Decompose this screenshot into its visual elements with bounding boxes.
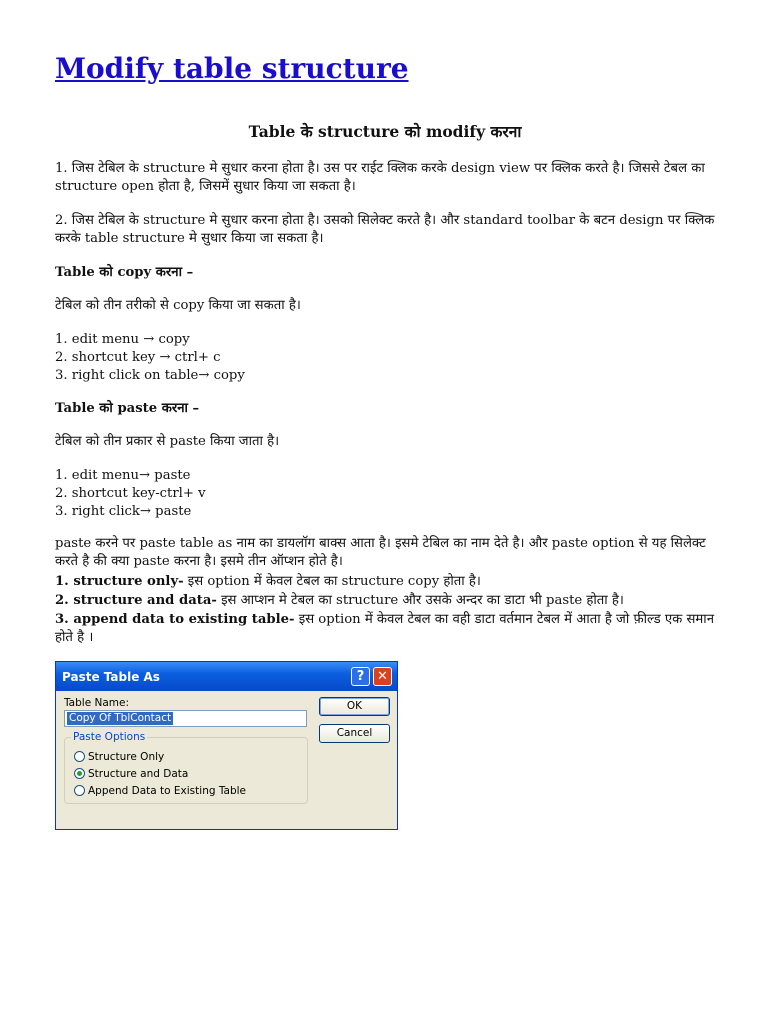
paste-methods-list (55, 467, 206, 521)
paste-intro: टेबिल को तीन प्रकार से paste किया जाता है। (55, 434, 280, 449)
radio-label: Append Data to Existing Table (88, 785, 246, 797)
option-1-label: 1. structure only- (55, 574, 184, 589)
radio-button[interactable] (74, 751, 85, 762)
paste-paragraph: paste करने पर paste table as नाम का डायलॉग बाक्स आता है। इसमे टेबिल का नाम देते है। और paste option से यह सिलेक्ट करते है की क्या paste करना है। इसमे तीन ऑप्शन होते है। (55, 536, 706, 569)
list-item: 2. shortcut key → ctrl+ c (55, 350, 221, 365)
radio-label: Structure and Data (88, 768, 189, 780)
section-subtitle: Table के structure को modify करना (248, 122, 522, 141)
option-1-text: इस option में केवल टेबल का structure copy होता है। (183, 574, 481, 589)
option-2 (55, 592, 715, 610)
radio-label: Structure Only (88, 751, 165, 763)
dialog-titlebar[interactable] (56, 662, 397, 691)
page-title[interactable]: Modify table structure (55, 52, 409, 85)
option-append-data[interactable] (74, 785, 246, 797)
copy-methods-list (55, 331, 245, 385)
list-item: 1. edit menu→ paste (55, 468, 191, 483)
list-item: 3. right click on table→ copy (55, 368, 245, 383)
option-2-label: 2. structure and data- (55, 593, 217, 608)
close-icon[interactable]: ✕ (373, 667, 392, 686)
paste-options-group (64, 731, 308, 804)
list-item: 2. shortcut key-ctrl+ v (55, 486, 206, 501)
option-3-text: इस option में केवल टेबल का वही डाटा वर्तमान टेबल में आता है जो फ़ील्ड एक समान होते है । (55, 612, 715, 645)
copy-heading: Table को copy करना – (55, 265, 194, 280)
option-1 (55, 573, 715, 591)
radio-button-selected[interactable] (74, 768, 85, 779)
copy-intro: टेबिल को तीन तरीको से copy किया जा सकता है। (55, 298, 301, 313)
list-item: 1. edit menu → copy (55, 332, 190, 347)
option-structure-only[interactable] (74, 751, 164, 763)
option-2-text: इस आप्शन मे टेबल का structure और उसके अन्दर का डाटा भी paste होता है। (216, 593, 624, 608)
ok-button[interactable]: OK (319, 697, 390, 716)
table-name-value: Copy Of TblContact (69, 712, 172, 724)
table-name-label: Table Name: (64, 697, 130, 709)
paste-heading: Table को paste करना – (55, 401, 200, 416)
radio-button[interactable] (74, 785, 85, 796)
option-structure-and-data[interactable] (74, 768, 188, 780)
table-name-input[interactable] (64, 710, 307, 727)
paragraph-2: 2. जिस टेबिल के structure मे सुधार करना होता है। उसको सिलेक्ट करते है। और standard toolbar के बटन design पर क्लिक करके table structure मे सुधार किया जा सकता है। (55, 213, 715, 246)
help-icon[interactable]: ? (351, 667, 370, 686)
cancel-button[interactable]: Cancel (319, 724, 390, 743)
paste-table-as-dialog (55, 661, 398, 830)
option-3-label: 3. append data to existing table- (55, 612, 295, 627)
list-item: 3. right click→ paste (55, 504, 192, 519)
paste-options-label: Paste Options (73, 731, 146, 743)
option-3 (55, 611, 715, 647)
paragraph-1: 1. जिस टेबिल के structure मे सुधार करना होता है। उस पर राईट क्लिक करके design view पर क्लिक करते है। जिससे टेबल का structure open होता है, जिसमें सुधार किया जा सकता है। (55, 161, 705, 194)
dialog-title: Paste Table As (62, 670, 160, 684)
